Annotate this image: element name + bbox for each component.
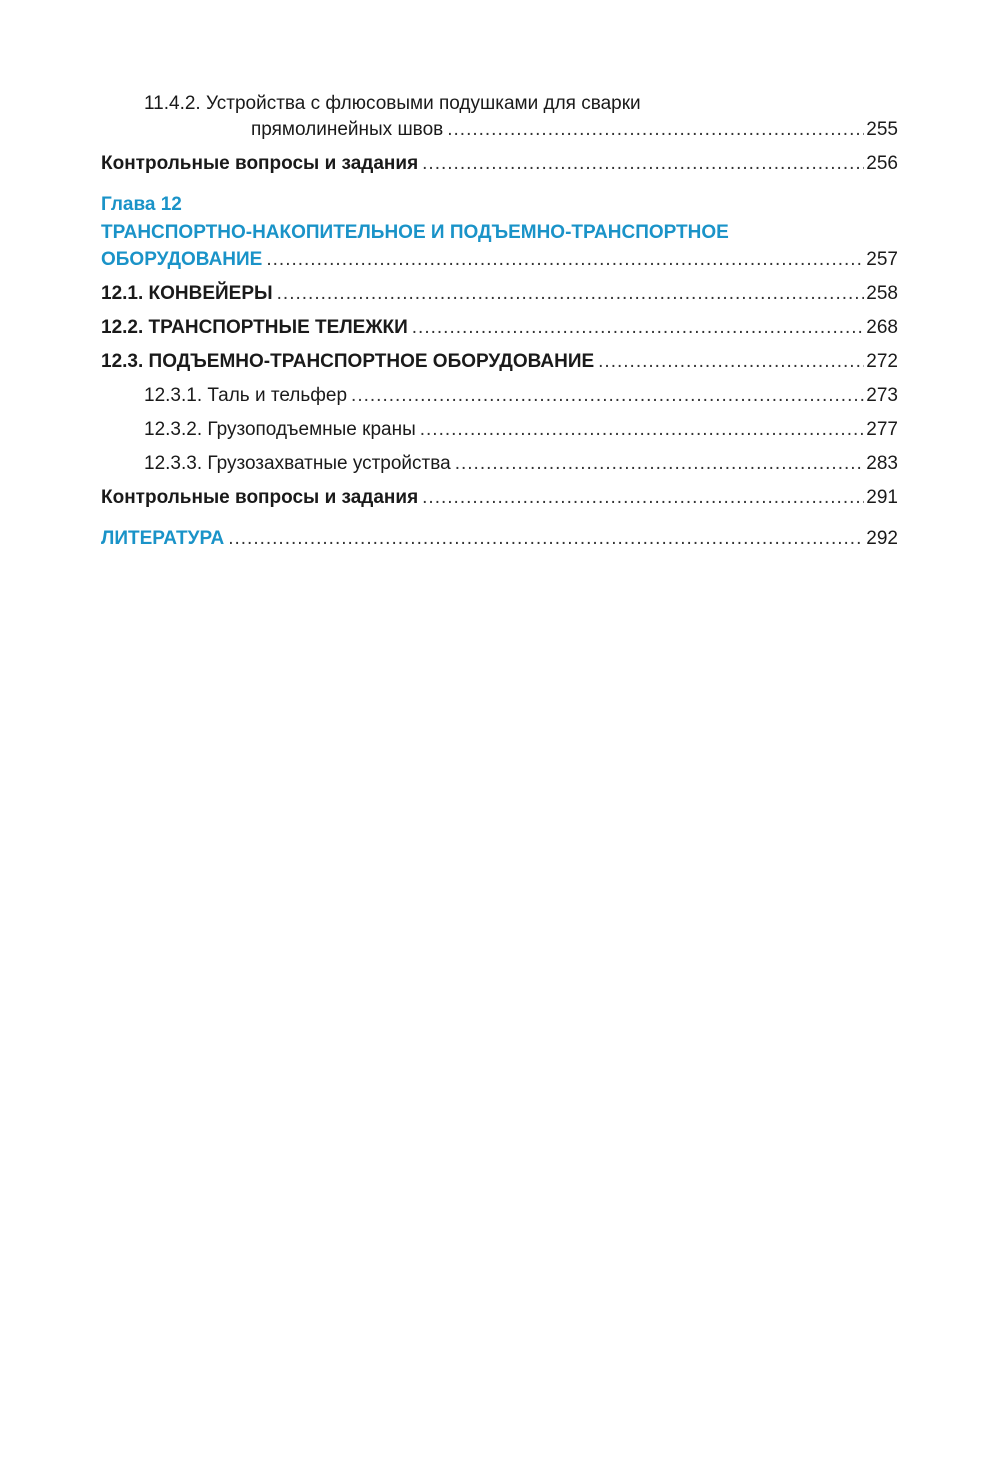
toc-page-number: 268: [866, 317, 898, 338]
leader-dots: [422, 151, 864, 177]
toc-entry-label: 12.3.3. Грузозахватные устройства: [144, 453, 451, 474]
chapter-number: Глава 12: [101, 194, 182, 215]
chapter-title-last-line: ОБОРУДОВАНИЕ: [101, 249, 263, 270]
toc-entry-label: Контрольные вопросы и задания: [101, 153, 419, 174]
toc-entry-label: 12.3. ПОДЪЕМНО-ТРАНСПОРТНОЕ ОБОРУДОВАНИЕ: [101, 351, 595, 372]
toc-page-number: 292: [866, 528, 898, 549]
toc-page-number: 272: [866, 351, 898, 372]
toc-entry-label: 12.3.1. Таль и тельфер: [144, 385, 348, 406]
toc-entry-12-1[interactable]: [101, 281, 898, 307]
leader-dots: [422, 485, 864, 511]
toc-entry-label: 12.3.2. Грузоподъемные краны: [144, 419, 416, 440]
toc-entry-label: 12.2. ТРАНСПОРТНЫЕ ТЕЛЕЖКИ: [101, 317, 408, 338]
toc-entry-line: [144, 117, 898, 143]
toc-page-number: 277: [866, 419, 898, 440]
toc-entry-12-3-3[interactable]: [101, 451, 898, 477]
leader-dots: [598, 349, 864, 375]
leader-dots: [351, 383, 864, 409]
toc-page-number: 283: [866, 453, 898, 474]
leader-dots: [447, 117, 864, 143]
toc-page-number: 258: [866, 283, 898, 304]
toc-entry-review-questions-12[interactable]: [101, 485, 898, 511]
toc-entry-review-questions[interactable]: [101, 151, 898, 177]
leader-dots: [420, 417, 865, 443]
toc-entry-12-3[interactable]: [101, 349, 898, 375]
toc-chapter-12[interactable]: [101, 191, 898, 273]
toc-entry-12-3-1[interactable]: [101, 383, 898, 409]
chapter-title-first-line: ТРАНСПОРТНО-НАКОПИТЕЛЬНОЕ И ПОДЪЕМНО-ТРАНСПОРТНОЕ: [101, 222, 729, 243]
toc-page-number: 291: [866, 487, 898, 508]
toc-entry-line: [101, 247, 898, 273]
leader-dots: [412, 315, 865, 341]
toc-entry-label: 12.1. КОНВЕЙЕРЫ: [101, 283, 273, 304]
leader-dots: [228, 526, 864, 552]
toc-entry-12-2[interactable]: [101, 315, 898, 341]
toc-entry-label: прямолинейных швов: [251, 119, 444, 140]
toc-entry-label: Контрольные вопросы и задания: [101, 487, 419, 508]
toc-entry-first-line: 11.4.2. Устройства с флюсовыми подушками для сварки: [144, 93, 641, 114]
toc-entry-12-3-2[interactable]: [101, 417, 898, 443]
toc-entry-label: ЛИТЕРАТУРА: [101, 528, 225, 549]
leader-dots: [455, 451, 865, 477]
toc-page-number: 255: [866, 119, 898, 140]
toc-page-number: 256: [866, 153, 898, 174]
toc-entry-literature[interactable]: [101, 526, 898, 552]
toc-entry-11-4-2[interactable]: [101, 91, 898, 143]
toc-page-number: 257: [866, 249, 898, 270]
leader-dots: [277, 281, 865, 307]
toc-page-number: 273: [866, 385, 898, 406]
leader-dots: [266, 247, 864, 273]
table-of-contents: [101, 88, 898, 552]
